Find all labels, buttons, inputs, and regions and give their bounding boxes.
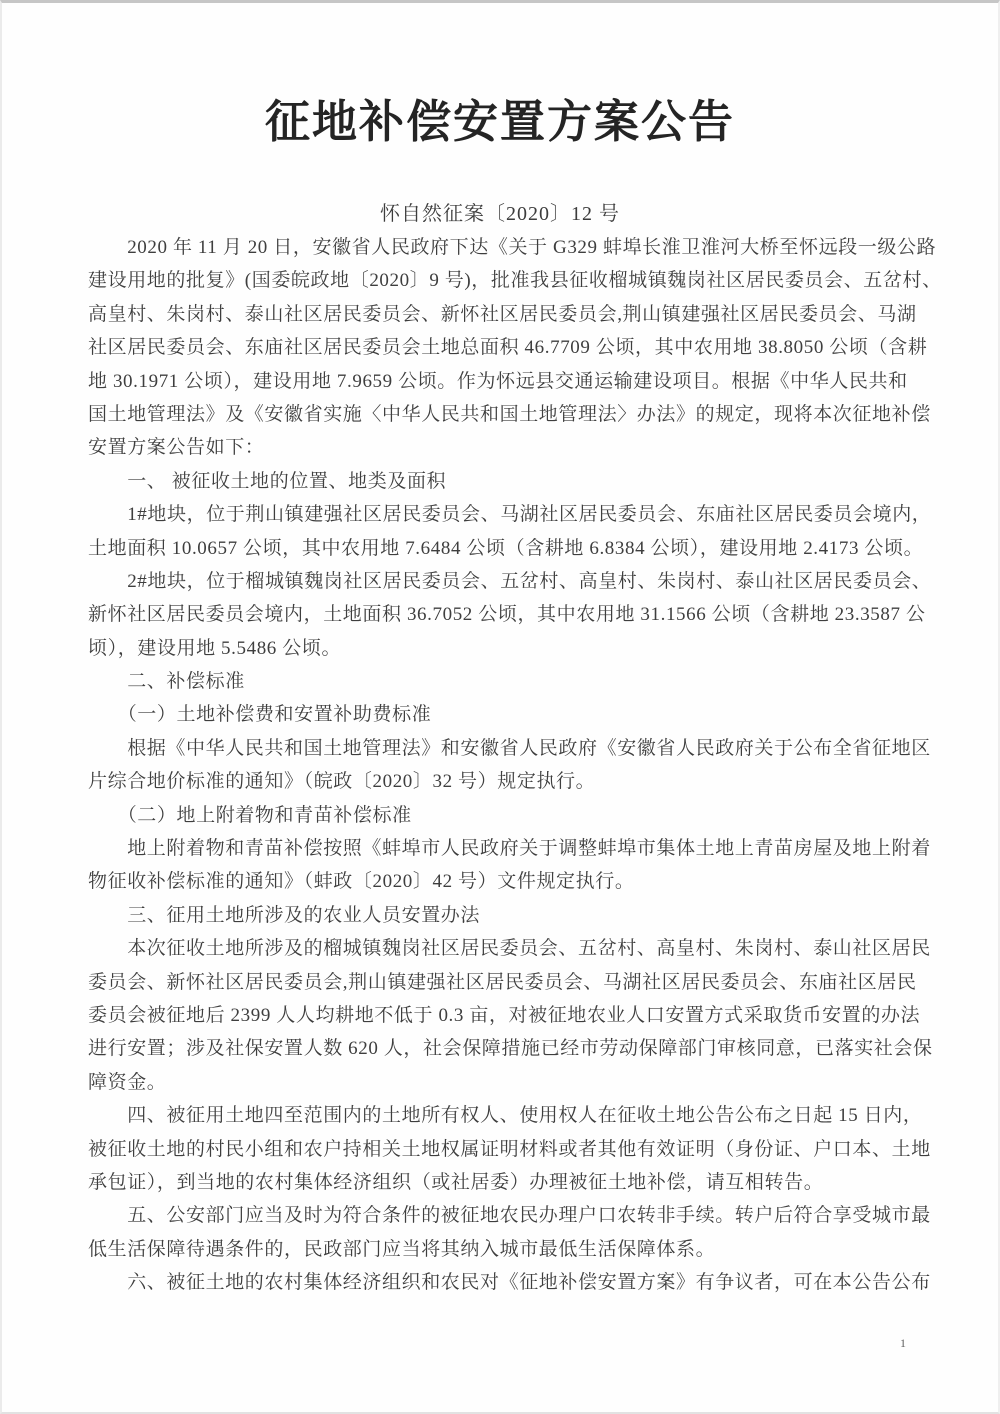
body-line: （二）地上附着物和青苗补偿标准 <box>88 804 412 826</box>
body-line: 2#地块，位于榴城镇魏岗社区居民委员会、五岔村、高皇村、朱岗村、泰山社区居民委员会、 <box>88 570 932 592</box>
body-line: 土地面积 10.0657 公顷，其中农用地 7.6484 公顷（含耕地 6.8384 公顷），建设用地 2.4173 公顷。 <box>88 537 924 559</box>
body-line: 建设用地的批复》(国委皖政地〔2020〕9 号)，批准我县征收榴城镇魏岗社区居民委员会、五岔村、 <box>88 270 942 292</box>
body-line: 进行安置；涉及社保安置人数 620 人，社会保障措施已经市劳动保障部门审核同意，已落实社会保 <box>88 1038 933 1060</box>
body-line: 低生活保障待遇条件的，民政部门应当将其纳入城市最低生活保障体系。 <box>88 1238 716 1260</box>
body-line: 委员会被征地后 2399 人人均耕地不低于 0.3 亩，对被征地农业人口安置方式采取货币安置的办法 <box>88 1004 921 1026</box>
body-line: 一、 被征收土地的位置、地类及面积 <box>88 470 447 492</box>
body-line: 四、被征用土地四至范围内的土地所有权人、使用权人在征收土地公告公布之日起 15 日内， <box>88 1105 923 1127</box>
body-line: 社区居民委员会、东庙社区居民委员会土地总面积 46.7709 公顷，其中农用地 38.8050 公顷（含耕 <box>88 337 928 359</box>
document-body <box>88 231 942 1300</box>
body-line: 1#地块，位于荆山镇建强社区居民委员会、马湖社区居民委员会、东庙社区居民委员会境内， <box>88 504 932 526</box>
body-line: 顷），建设用地 5.5486 公顷。 <box>88 637 342 659</box>
body-line: 安置方案公告如下： <box>88 437 265 459</box>
body-line: 根据《中华人民共和国土地管理法》和安徽省人民政府《安徽省人民政府关于公布全省征地区 <box>88 737 931 759</box>
body-line: 2020 年 11 月 20 日，安徽省人民政府下达《关于 G329 蚌埠长淮卫淮河大桥至怀远段一级公路 <box>88 237 937 258</box>
body-line: 被征收土地的村民小组和农户持相关土地权属证明材料或者其他有效证明（身份证、户口本、土地 <box>88 1138 931 1160</box>
body-line: 二、补偿标准 <box>88 671 245 693</box>
body-line: 六、被征土地的农村集体经济组织和农民对《征地补偿安置方案》有争议者，可在本公告公布 <box>88 1272 931 1294</box>
body-line: 承包证），到当地的农村集体经济组织（或社居委）办理被征土地补偿，请互相转告。 <box>88 1171 824 1193</box>
body-line: 五、公安部门应当及时为符合条件的被征地农民办理户口农转非手续。转户后符合享受城市最 <box>88 1205 931 1227</box>
body-line: 地 30.1971 公顷），建设用地 7.9659 公顷。作为怀远县交通运输建设项目。根据《中华人民共和 <box>88 370 908 392</box>
body-line: 委员会、新怀社区居民委员会,荆山镇建强社区居民委员会、马湖社区居民委员会、东庙社区居民 <box>88 971 917 993</box>
body-line: 本次征收土地所涉及的榴城镇魏岗社区居民委员会、五岔村、高皇村、朱岗村、泰山社区居民 <box>88 938 931 960</box>
body-line: 国土地管理法》及《安徽省实施〈中华人民共和国土地管理法〉办法》的规定，现将本次征地补偿 <box>88 403 931 425</box>
body-line: 片综合地价标准的通知》（皖政〔2020〕32 号）规定执行。 <box>88 771 596 793</box>
body-line: （一）土地补偿费和安置补助费标准 <box>88 704 432 726</box>
document-number: 怀自然征案〔2020〕12 号 <box>380 203 620 225</box>
body-line: 物征收补偿标准的通知》（蚌政〔2020〕42 号）文件规定执行。 <box>88 871 635 893</box>
body-line: 三、征用土地所涉及的农业人员安置办法 <box>88 904 481 926</box>
document-title: 征地补偿安置方案公告 <box>264 96 735 147</box>
body-line: 高皇村、朱岗村、泰山社区居民委员会、新怀社区居民委员会,荆山镇建强社区居民委员会、马湖 <box>88 303 917 325</box>
page-number: 1 <box>900 1336 906 1350</box>
body-line: 地上附着物和青苗补偿按照《蚌埠市人民政府关于调整蚌埠市集体土地上青苗房屋及地上附着 <box>88 838 931 860</box>
body-line: 新怀社区居民委员会境内，土地面积 36.7052 公顷，其中农用地 31.1566 公顷（含耕地 23.3587 公 <box>88 604 926 626</box>
body-line: 障资金。 <box>88 1071 167 1093</box>
